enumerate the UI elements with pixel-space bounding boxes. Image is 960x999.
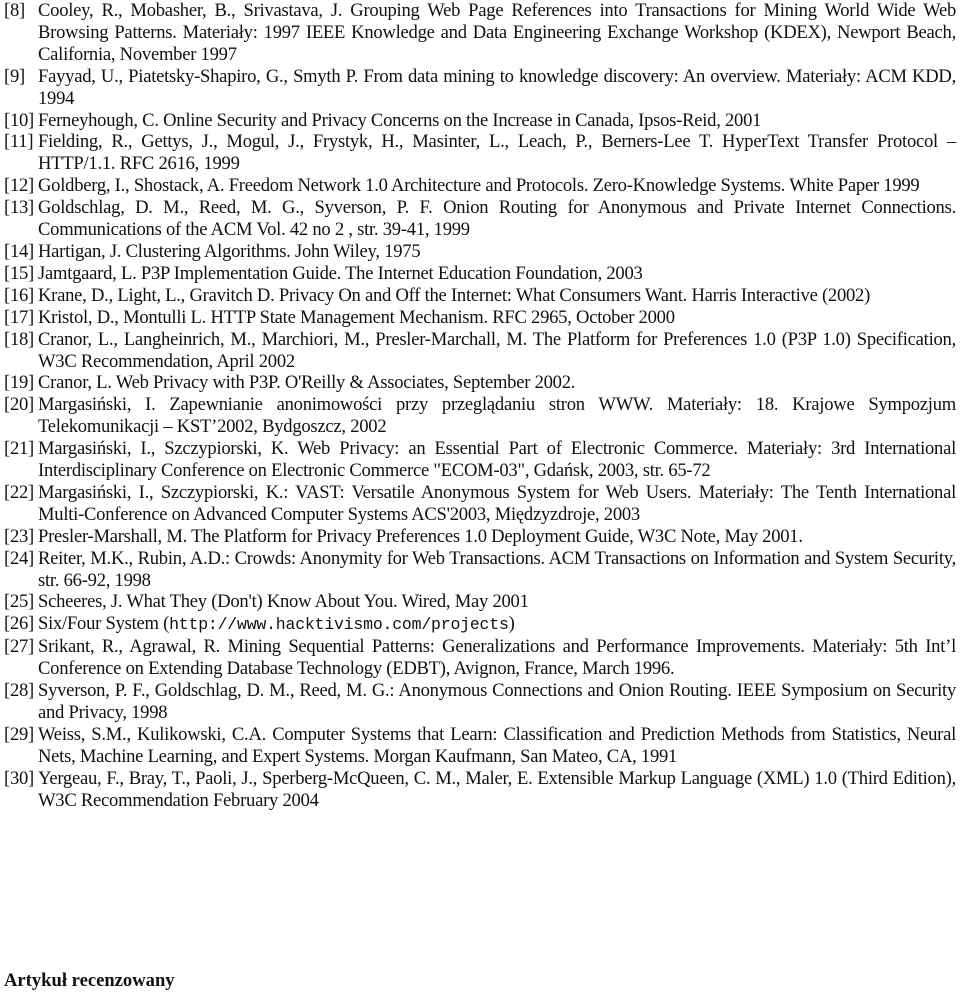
reference-citation: Margasiński, I., Szczypiorski, K.: VAST: Versatile Anonymous System for Web Users. Materiały: The Tenth International Multi-Conference on Advanced Computer Systems ACS'2003, Międzyzdroje, 2003	[38, 481, 956, 525]
reference-number: [20]	[4, 394, 34, 416]
reference-citation: Six/Four System (	[38, 613, 170, 635]
reference-number: [13]	[4, 197, 34, 219]
reference-citation: Yergeau, F., Bray, T., Paoli, J., Sperberg-McQueen, C. M., Maler, E. Extensible Markup Language (XML) 1.0 (Third Edition), W3C Recommendation February 2004	[38, 767, 956, 811]
reference-citation: Krane, D., Light, L., Gravitch D. Privacy On and Off the Internet: What Consumers Want. Harris Interactive (2002)	[38, 284, 871, 306]
reference-url: http://www.hacktivismo.com/projects	[169, 615, 509, 635]
reference-number: [17]	[4, 306, 34, 328]
reference-item	[4, 548, 956, 592]
reference-citation: Fayyad, U., Piatetsky-Shapiro, G., Smyth P. From data mining to knowledge discovery: An overview. Materiały: ACM KDD, 1994	[38, 65, 956, 109]
reference-number: [28]	[4, 680, 34, 702]
reference-citation: Presler-Marshall, M. The Platform for Privacy Preferences 1.0 Deployment Guide, W3C Note, May 2001.	[38, 525, 803, 547]
reference-citation: Cranor, L., Langheinrich, M., Marchiori, M., Presler-Marchall, M. The Platform for Preferences 1.0 (P3P 1.0) Specification, W3C Recommendation, April 2002	[38, 328, 956, 372]
reference-number: [19]	[4, 372, 34, 394]
reference-number: [8]	[4, 0, 25, 21]
reference-item	[4, 329, 956, 373]
reference-text	[38, 372, 956, 394]
reference-item	[4, 438, 956, 482]
reference-citation: Scheeres, J. What They (Don't) Know About You. Wired, May 2001	[38, 591, 529, 613]
reference-number: [23]	[4, 525, 34, 547]
reference-item	[4, 768, 956, 812]
reference-closing: )	[508, 613, 515, 635]
reference-item	[4, 591, 956, 613]
reference-item	[4, 394, 956, 438]
reference-text	[38, 131, 956, 175]
reference-item	[4, 526, 956, 548]
reference-item	[4, 175, 956, 197]
reference-citation: Goldschlag, D. M., Reed, M. G., Syverson, P. F. Onion Routing for Anonymous and Private Internet Connections. Communications of the ACM Vol. 42 no 2 , str. 39-41, 1999	[38, 197, 956, 241]
reference-number: [30]	[4, 767, 34, 789]
reference-citation: Ferneyhough, C. Online Security and Privacy Concerns on the Increase in Canada, Ipsos-Reid, 2001	[38, 109, 762, 131]
reference-citation: Margasiński, I., Szczypiorski, K. Web Privacy: an Essential Part of Electronic Commerce. Materiały: 3rd International Interdisciplinary Conference on Electronic Commerce "ECOM-03", Gdańsk, 2003, str. 65-72	[38, 438, 956, 482]
reference-text	[38, 285, 956, 307]
reference-citation: Weiss, S.M., Kulikowski, C.A. Computer Systems that Learn: Classification and Prediction Methods from Statistics, Neural Nets, Machine Learning, and Expert Systems. Morgan Kaufmann, San Mateo, CA, 1991	[38, 723, 956, 767]
reference-citation: Hartigan, J. Clustering Algorithms. John Wiley, 1975	[38, 240, 421, 262]
reference-list	[4, 0, 956, 812]
reference-number: [25]	[4, 591, 34, 613]
reference-citation: Goldberg, I., Shostack, A. Freedom Network 1.0 Architecture and Protocols. Zero-Knowledge Systems. White Paper 1999	[38, 175, 920, 197]
reference-number: [12]	[4, 175, 34, 197]
reference-number: [21]	[4, 438, 34, 460]
reference-citation: Syverson, P. F., Goldschlag, D. M., Reed, M. G.: Anonymous Connections and Onion Routing. IEEE Symposium on Security and Privacy, 1998	[38, 680, 956, 723]
reference-text	[38, 307, 956, 329]
reference-item	[4, 0, 956, 66]
reference-text	[38, 548, 956, 592]
reference-text	[38, 591, 956, 613]
reference-number: [26]	[4, 613, 34, 635]
reference-number: [16]	[4, 284, 34, 306]
reference-text	[38, 724, 956, 768]
reference-text	[38, 394, 956, 438]
reference-text	[38, 175, 956, 197]
reference-text	[38, 0, 956, 66]
reference-number: [11]	[4, 131, 34, 153]
reference-item	[4, 263, 956, 285]
reference-number: [24]	[4, 547, 34, 569]
reference-citation: Jamtgaard, L. P3P Implementation Guide. The Internet Education Foundation, 2003	[38, 262, 643, 284]
reference-item	[4, 613, 956, 636]
reference-item	[4, 307, 956, 329]
reference-item	[4, 285, 956, 307]
reference-citation: Cranor, L. Web Privacy with P3P. O'Reilly & Associates, September 2002.	[38, 372, 576, 394]
reference-citation: Kristol, D., Montulli L. HTTP State Management Mechanism. RFC 2965, October 2000	[38, 306, 675, 328]
reference-number: [15]	[4, 262, 34, 284]
reference-item	[4, 197, 956, 241]
reference-number: [29]	[4, 723, 34, 745]
reference-item	[4, 241, 956, 263]
reference-item	[4, 724, 956, 768]
reference-text	[38, 482, 956, 526]
reference-text	[38, 329, 956, 373]
reference-citation: Srikant, R., Agrawal, R. Mining Sequential Patterns: Generalizations and Performance Improvements. Materiały: 5th Int’l Conference on Extending Database Technology (EDBT), Avignon, France, March 1996.	[38, 636, 956, 680]
reference-number: [14]	[4, 240, 34, 262]
reference-text	[38, 680, 956, 724]
reference-number: [10]	[4, 109, 34, 131]
reference-text	[38, 636, 956, 680]
reference-text	[38, 263, 956, 285]
reference-item	[4, 66, 956, 110]
reference-text	[38, 438, 956, 482]
reference-item	[4, 680, 956, 724]
reference-text	[38, 768, 956, 812]
reference-text	[38, 197, 956, 241]
reference-text	[38, 241, 956, 263]
reference-text	[38, 526, 956, 548]
reference-citation: Cooley, R., Mobasher, B., Srivastava, J. Grouping Web Page References into Transactions for Mining World Wide Web Browsing Patterns. Materiały: 1997 IEEE Knowledge and Data Engineering Exchange Workshop (KDEX), Newport Beach, California, November 1997	[38, 0, 956, 65]
reference-item	[4, 482, 956, 526]
reference-citation: Fielding, R., Gettys, J., Mogul, J., Frystyk, H., Masinter, L., Leach, P., Berners-Lee T. HyperText Transfer Protocol – HTTP/1.1. RFC 2616, 1999	[38, 131, 956, 175]
reference-text	[38, 66, 956, 110]
reference-citation: Reiter, M.K., Rubin, A.D.: Crowds: Anonymity for Web Transactions. ACM Transactions on Information and System Security, str. 66-92, 1998	[38, 547, 956, 591]
reference-item	[4, 131, 956, 175]
reference-item	[4, 110, 956, 132]
reference-number: [27]	[4, 636, 34, 658]
reference-text	[38, 613, 956, 636]
reference-number: [22]	[4, 481, 34, 503]
reference-item	[4, 636, 956, 680]
reviewed-article-note: Artykuł recenzowany	[4, 970, 175, 991]
reference-citation: Margasiński, I. Zapewnianie anonimowości przy przeglądaniu stron WWW. Materiały: 18. Krajowe Sympozjum Telekomunikacji – KST’2002, Bydgoszcz, 2002	[38, 394, 956, 438]
reference-text	[38, 110, 956, 132]
reference-item	[4, 372, 956, 394]
reference-number: [9]	[4, 65, 25, 87]
reference-number: [18]	[4, 328, 34, 350]
